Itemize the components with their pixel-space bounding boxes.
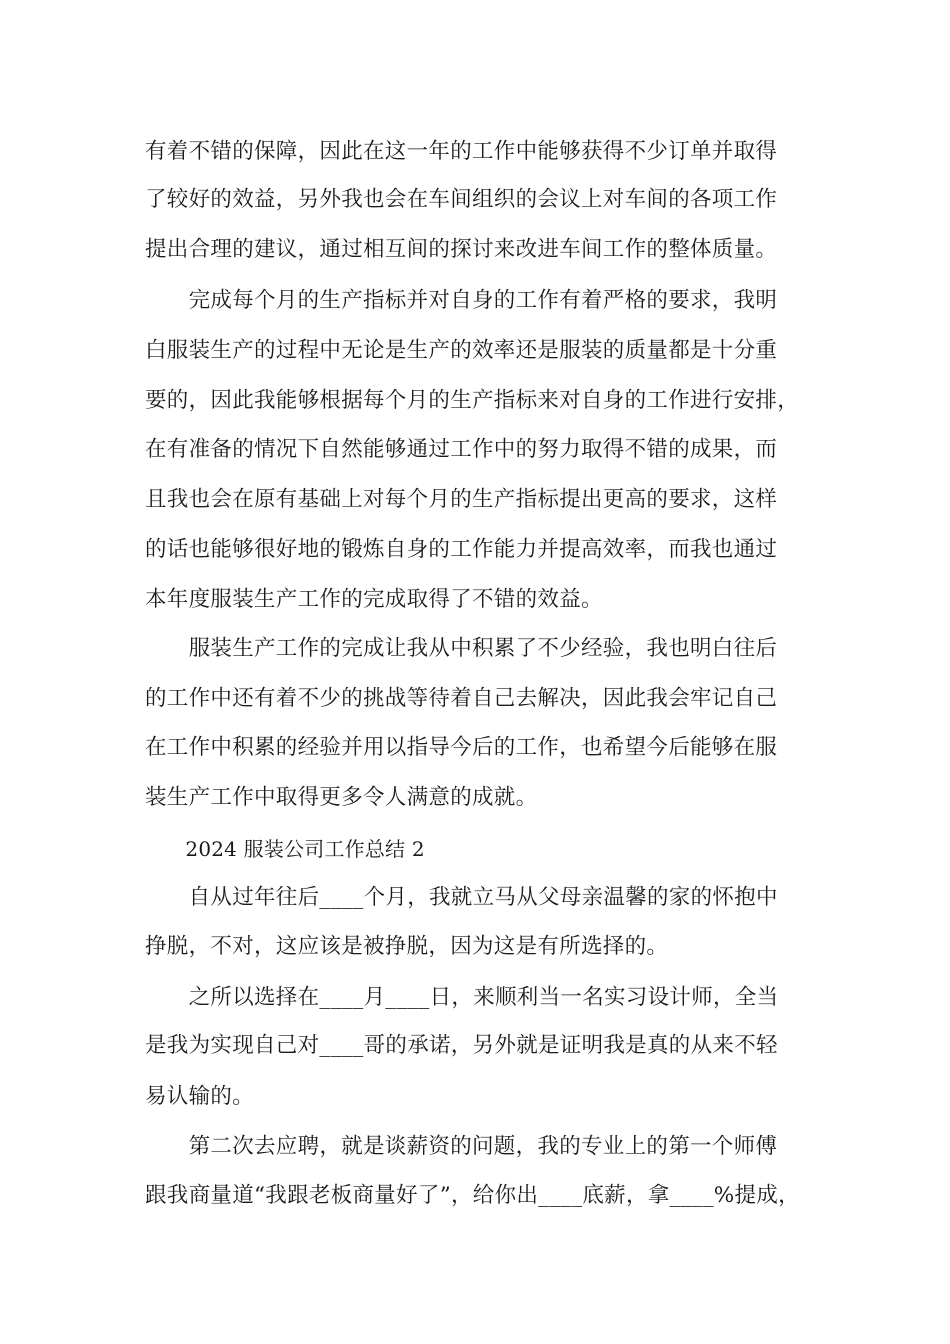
text-line: 在工作中积累的经验并用以指导今后的工作，也希望今后能够在服 <box>145 735 778 760</box>
text-line: 了较好的效益，另外我也会在车间组织的会议上对车间的各项工作 <box>145 187 778 212</box>
text-line: 服装生产工作的完成让我从中积累了不少经验，我也明白往后 <box>145 636 778 661</box>
text-line: 有着不错的保障，因此在这一年的工作中能够获得不少订单并取得 <box>145 139 778 164</box>
text-line: 提出合理的建议，通过相互间的探讨来改进车间工作的整体质量。 <box>145 237 778 262</box>
text-line: 在有准备的情况下自然能够通过工作中的努力取得不错的成果，而 <box>145 437 778 462</box>
text-line: 的话也能够很好地的锻炼自身的工作能力并提高效率，而我也通过 <box>145 537 778 562</box>
text-line: 要的，因此我能够根据每个月的生产指标来对自身的工作进行安排， <box>145 388 800 413</box>
text-line: 是我为实现自己对____哥的承诺，另外就是证明我是真的从来不轻 <box>145 1033 778 1058</box>
text-line: 跟我商量道“我跟老板商量好了”，给你出____底薪，拿____%提成， <box>145 1183 800 1208</box>
text-line: 装生产工作中取得更多令人满意的成就。 <box>145 785 538 810</box>
text-line: 且我也会在原有基础上对每个月的生产指标提出更高的要求，这样 <box>145 487 778 512</box>
text-line: 完成每个月的生产指标并对自身的工作有着严格的要求，我明 <box>145 288 778 313</box>
text-line: 本年度服装生产工作的完成取得了不错的效益。 <box>145 587 603 612</box>
text-line: 之所以选择在____月____日，来顺利当一名实习设计师，全当 <box>145 985 779 1010</box>
text-line: 第二次去应聘，就是谈薪资的问题，我的专业上的第一个师傅 <box>145 1134 778 1159</box>
text-line: 的工作中还有着不少的挑战等待着自己去解决，因此我会牢记自己 <box>145 686 778 711</box>
text-line: 易认输的。 <box>145 1084 255 1109</box>
section-heading: 2024 服装公司工作总结 2 <box>145 837 425 861</box>
text-line: 挣脱，不对，这应该是被挣脱，因为这是有所选择的。 <box>145 934 669 959</box>
text-line: 自从过年往后____个月，我就立马从父母亲温馨的家的怀抱中 <box>145 885 778 910</box>
text-line: 白服装生产的过程中无论是生产的效率还是服装的质量都是十分重 <box>145 338 778 363</box>
